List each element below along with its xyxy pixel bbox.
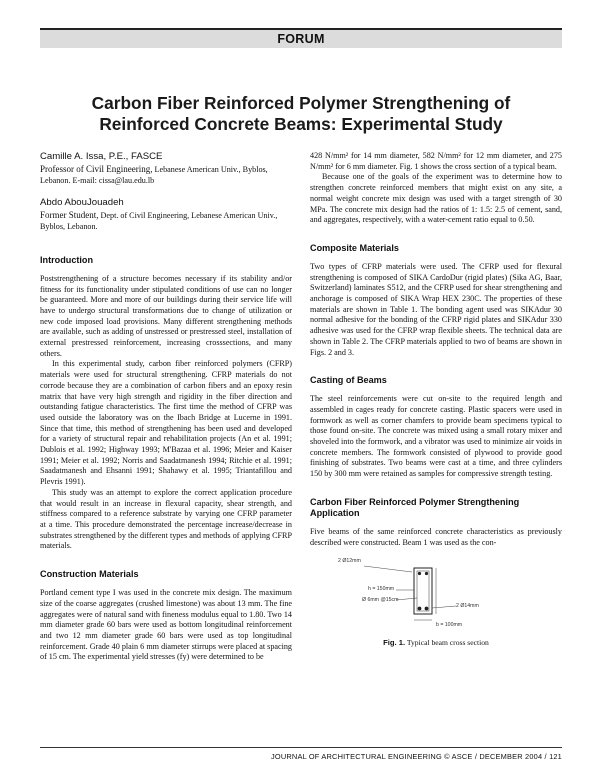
author-1-role: Professor of Civil Engineering,: [40, 164, 153, 174]
intro-paragraph-3: This study was an attempt to explore the correct application procedure that would result in an increase in flexural capacity, shear strength, and stiffness compared to a reference substrate by varying one CFRP parameter at a time. This procedure demonstrated the percentage increase/decrease in substrates strengthened by the different types and methods of applying CFRP materials.: [40, 487, 292, 551]
top-bar-left: [418, 572, 421, 575]
section-banner: FORUM: [40, 28, 562, 48]
stirrup-outline: [417, 571, 429, 611]
continued-paragraph-2: Because one of the goals of the experiment was to determine how to strengthen concrete reinforced members that might exist on any site, a normal weight concrete mix design was used with a target strength of 30 MPa. The concrete mix design had the ratios of 1: 1.5: 2.5 of cement, sand, and aggregates, respectively, with a water-cement ratio equal to 0.50.: [310, 172, 562, 225]
label-bottom-bars: 2 Ø14mm: [456, 603, 479, 610]
composite-paragraph-1: Two types of CFRP materials were used. The CFRP used for flexural strengthening is composed of SIKA CardoDur (rigid plates) (Sika AG, Baar, Switzerland) laminates S512, and the CFRP used for shear strengthening and anchorage is composed of SIKA Wrap HEX 230C. The properties of these materials are shown in Table 1. The bonding agent used was SIKAdur 30 normal adhesive for the bonding of the CFRP rigid plates and SIKAdur 330 adhesive was used for the CFRP wrap flexible sheets. The technical data are shown in Table 2. The CFRP materials applied to two of beams are shown in Figs. 2 and 3.: [310, 261, 562, 357]
figure-caption-number: Fig. 1.: [383, 638, 406, 648]
author-2-address: Dept. of Civil Engineering, Lebanese American Univ., Byblos, Lebanon.: [40, 211, 278, 232]
intro-paragraph-1: Poststrengthening of a structure becomes necessary if its stability and/or fitness for its functionality under stipulated conditions of use can no longer be guaranteed. More and more of our buildings during their service life will have to undergo structural transformations due to change of utilization or new code imposed load provisions. Many different strengthening methods are available, such as adding of unstressed or prestressed steel, installation of external prestressed reinforcement, increasing crosssections, and many others.: [40, 273, 292, 358]
label-top-bars: 2 Ø12mm: [338, 558, 361, 565]
casting-paragraph-1: The steel reinforcements were cut on-site to the required length and assembled in cages ready for concrete casting. Plastic spacers were used in formwork as well as corner chamfers to provide beam specimens typical to those found on-site. The concrete was mixed using a small rotary mixer and shoveled into the formwork, and a vibrator was used to minimize air voids in concrete members. The formwork consisted of plywood to provide good finishing of substrates. Two beams were cast at a time, and three cylinders 150 by 300 mm were retained as samples for compressive strength testing.: [310, 394, 562, 479]
top-bar-right: [425, 572, 428, 575]
footer-rule: [40, 747, 562, 748]
cfrp-heading-line-2: Application: [310, 507, 360, 518]
continued-paragraph: 428 N/mm² for 14 mm diameter, 582 N/mm² for 12 mm diameter, and 275 N/mm² for 6 mm diameter. Fig. 1 shows the cross section of a typical beam.: [310, 151, 562, 171]
article-title: [40, 93, 562, 135]
label-height: h = 150mm: [368, 586, 395, 593]
author-2-role: Former Student,: [40, 210, 99, 221]
author-2-affiliation: [40, 210, 292, 232]
journal-footer: JOURNAL OF ARCHITECTURAL ENGINEERING © ASCE / DECEMBER 2004 / 121: [270, 752, 562, 761]
author-1-name: Camille A. Issa, P.E., FASCE: [40, 151, 163, 162]
leader-bottom-bars: [432, 606, 456, 608]
heading-construction-materials: Construction Materials: [40, 569, 139, 580]
heading-cfrp-application: [310, 497, 562, 519]
label-width: b = 100mm: [436, 622, 463, 629]
heading-casting-of-beams: Casting of Beams: [310, 375, 387, 386]
heading-introduction: Introduction: [40, 254, 94, 265]
cfrp-heading-line-1: Carbon Fiber Reinforced Polymer Strengthening: [310, 496, 520, 507]
author-1-affiliation: [40, 164, 292, 186]
figure-caption: [310, 638, 562, 648]
intro-paragraph-2: In this experimental study, carbon fiber reinforced polymers (CFRP) materials were used for structural strengthening. CFRP materials do not corrode because they are a combination of carbon fibers and an epoxy resin matrix that have very high strength and rigidity in the fiber direction and outstanding fatigue characteristics. The first time the method of CFRP was used outside the laboratory was on the Ibach Bridge at Lucerne in 1991. Since that time, this method of strengthening has been used and developed for a variety of structural repair and rehabilitation projects (An et al. 1991; Dublois et al. 1992; Highway 1993; M'Bazaa et al. 1996; Meier and Kaiser 1991; Meier et al. 1992; Norris and Saadatmanesh 1994; Ritchie et al. 1991; Saadatmanesh and Ehsanni 1991; Shahawy et al. 1995; Triantafillou and Plevris 1991).: [40, 359, 292, 487]
title-line-1: Carbon Fiber Reinforced Polymer Strengthening of: [91, 93, 511, 113]
beam-cross-section-figure: [336, 558, 536, 634]
right-column: [310, 151, 562, 648]
title-line-2: Reinforced Concrete Beams: Experimental Study: [99, 114, 503, 134]
left-column: [40, 151, 292, 663]
figure-caption-text: Typical beam cross section: [406, 638, 489, 648]
cfrp-paragraph-1: Five beams of the same reinforced concrete characteristics as previously described were constructed. Beam 1 was used as the con-: [310, 526, 562, 547]
construction-paragraph-1: Portland cement type I was used in the concrete mix design. The maximum size of the coarse aggregates (crushed limestone) was about 13 mm. The fine aggregates were of natural sand with fineness modulus equal to 1.80. Two 14 mm diameter grade 60 bars were used as bottom longitudinal reinforcement and two 12 mm diameter grade 60 bars were used as top longitudinal reinforcement. Grade 40 plain 6 mm diameter stirrups were placed at spacing of 15 cm. The experimental yield stresses (fy) were determined to be: [40, 588, 292, 662]
leader-top-bars: [364, 566, 412, 572]
bottom-bar-right: [425, 607, 429, 611]
heading-composite-materials: Composite Materials: [310, 242, 399, 253]
label-stirrups: Ø 6mm @15cm: [362, 597, 399, 604]
author-1-address: Lebanese American Univ., Byblos, Lebanon. E-mail: cissa@lau.edu.lb: [40, 165, 268, 185]
bottom-bar-left: [418, 607, 422, 611]
author-2-name: Abdo AbouJouadeh: [40, 197, 124, 209]
